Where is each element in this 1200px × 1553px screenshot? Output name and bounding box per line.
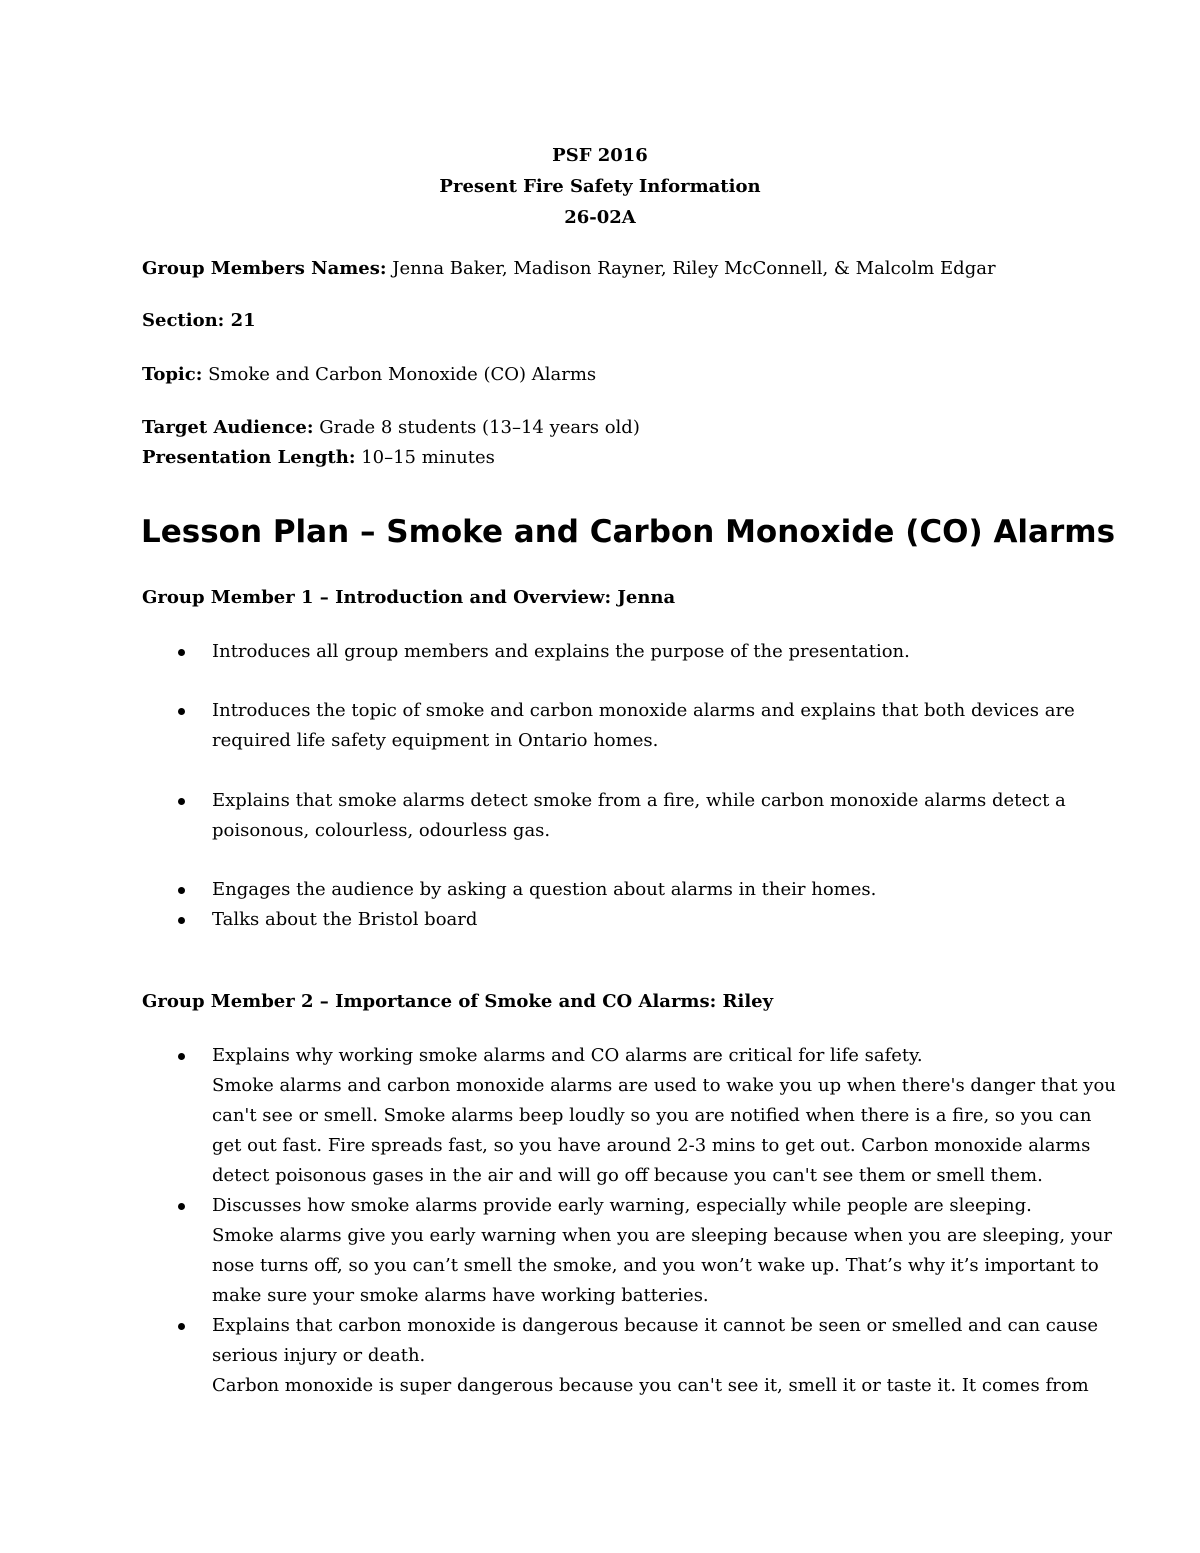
bullet-dot-icon [178, 798, 185, 805]
bullet-dot-icon [178, 1203, 185, 1210]
bullet-text-line: Talks about the Bristol board [212, 909, 478, 930]
group-members-value: Jenna Baker, Madison Rayner, Riley McConnell, & Malcolm Edgar [386, 258, 996, 279]
bullet-text-line: Smoke alarms give you early warning when you are sleeping because when you are sleeping, your [212, 1225, 1113, 1246]
bullet-text-line: Explains that carbon monoxide is dangerous because it cannot be seen or smelled and can cause [212, 1315, 1099, 1336]
group-members-label: Group Members Names: [142, 258, 387, 279]
bullet-text-line: Smoke alarms and carbon monoxide alarms are used to wake you up when there's danger that you [212, 1075, 1116, 1096]
presentation-length-line [142, 443, 1102, 473]
target-audience-line [142, 413, 1102, 443]
topic-label: Topic: [142, 364, 203, 385]
bullet-dot-icon [178, 649, 185, 656]
lesson-plan-title: Lesson Plan – Smoke and Carbon Monoxide (CO) Alarms [141, 514, 1116, 550]
bullet-text-line: poisonous, colourless, odourless gas. [212, 820, 551, 841]
bullet-text-line: Carbon monoxide is super dangerous because you can't see it, smell it or taste it. It comes from [212, 1375, 1089, 1396]
bullet-text-line: Introduces all group members and explains the purpose of the presentation. [212, 641, 910, 662]
bullet-dot-icon [178, 1053, 185, 1060]
bullet-text-line: serious injury or death. [212, 1345, 426, 1366]
bullet-text-line: required life safety equipment in Ontario homes. [212, 730, 659, 751]
bullet-text-line: Engages the audience by asking a question about alarms in their homes. [212, 879, 877, 900]
section-line [142, 306, 1102, 336]
bullet-text-line: nose turns off, so you can’t smell the smoke, and you won’t wake up. That’s why it’s important to [212, 1255, 1099, 1276]
header-line-3: 26-02A [564, 207, 636, 228]
target-audience-label: Target Audience: [142, 417, 314, 438]
section-label: Section: 21 [142, 310, 256, 331]
bullet-dot-icon [178, 708, 185, 715]
header-line-2: Present Fire Safety Information [439, 176, 761, 197]
bullet-text-line: Explains why working smoke alarms and CO alarms are critical for life safety. [212, 1045, 923, 1066]
group-members-line [142, 254, 1102, 284]
presentation-length-value: 10–15 minutes [355, 447, 495, 468]
bullet-dot-icon [178, 1323, 185, 1330]
topic-value: Smoke and Carbon Monoxide (CO) Alarms [202, 364, 597, 385]
header-line-1: PSF 2016 [552, 145, 648, 166]
bullet-text-line: Discusses how smoke alarms provide early warning, especially while people are sleeping. [212, 1195, 1032, 1216]
bullet-text-line: make sure your smoke alarms have working batteries. [212, 1285, 709, 1306]
topic-line [142, 360, 1102, 390]
presentation-length-label: Presentation Length: [142, 447, 356, 468]
bullet-text-line: get out fast. Fire spreads fast, so you have around 2-3 mins to get out. Carbon monoxide alarms [212, 1135, 1091, 1156]
bullet-text-line: detect poisonous gases in the air and will go off because you can't see them or smell them. [212, 1165, 1043, 1186]
bullet-text-line: Introduces the topic of smoke and carbon monoxide alarms and explains that both devices are [212, 700, 1075, 721]
bullet-text-line: can't see or smell. Smoke alarms beep loudly so you are notified when there is a fire, so you can [212, 1105, 1092, 1126]
member-2-heading: Group Member 2 – Importance of Smoke and CO Alarms: Riley [142, 991, 774, 1012]
document-header [0, 140, 1200, 233]
bullet-dot-icon [178, 887, 185, 894]
bullet-dot-icon [178, 917, 185, 924]
target-audience-value: Grade 8 students (13–14 years old) [313, 417, 640, 438]
bullet-text-line: Explains that smoke alarms detect smoke from a fire, while carbon monoxide alarms detect a [212, 790, 1066, 811]
member-1-heading: Group Member 1 – Introduction and Overview: Jenna [142, 587, 676, 608]
